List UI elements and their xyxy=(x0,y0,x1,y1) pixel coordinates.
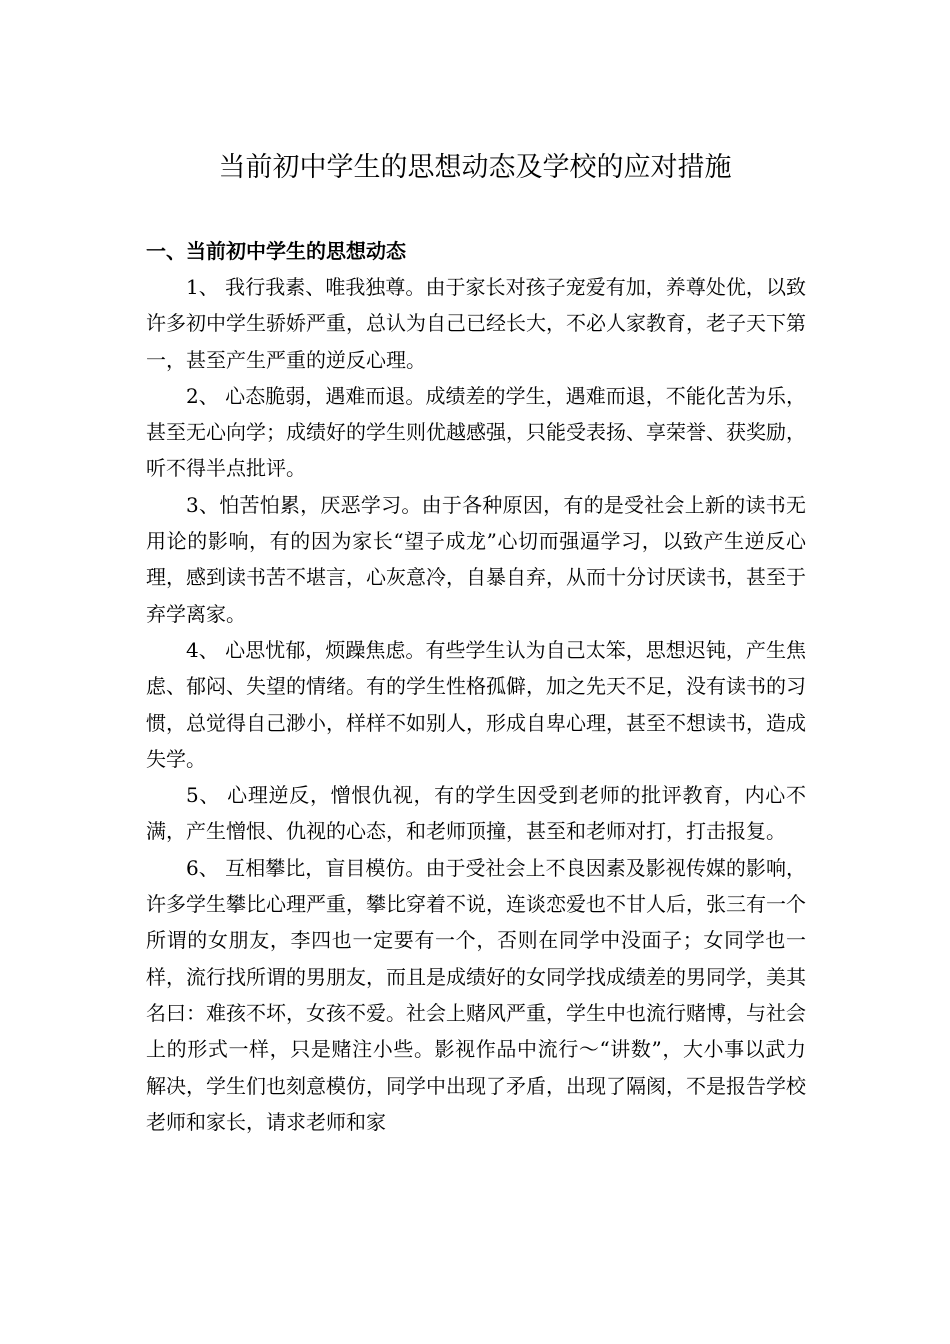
section-heading: 一、当前初中学生的思想动态 xyxy=(146,239,406,263)
paragraph-3: 3、怕苦怕累，厌恶学习。由于各种原因，有的是受社会上新的读书无用论的影响，有的因为家长“望子成龙”心切而强逼学习，以致产生逆反心理，感到读书苦不堪言，心灰意冷，自暴自弃，从而十分讨厌读书，甚至于弃学离家。 xyxy=(146,492,806,626)
paragraph-6: 6、 互相攀比，盲目模仿。由于受社会上不良因素及影视传媒的影响，许多学生攀比心理严重，攀比穿着不说，连谈恋爱也不甘人后，张三有一个所谓的女朋友，李四也一定要有一个，否则在同学中没面子；女同学也一样，流行找所谓的男朋友，而且是成绩好的女同学找成绩差的男同学，美其名曰：难孩不坏，女孩不爱。社会上赌风严重，学生中也流行赌博，与社会上的形式一样，只是赌注小些。影视作品中流行～“讲数”，大小事以武力解决，学生们也刻意模仿，同学中出现了矛盾，出现了隔阂，不是报告学校老师和家长，请求老师和家 xyxy=(146,855,806,1134)
document-title: 当前初中学生的思想动态及学校的应对措施 xyxy=(218,152,732,183)
paragraph-4: 4、 心思忧郁，烦躁焦虑。有些学生认为自己太笨，思想迟钝，产生焦虑、郁闷、失望的情绪。有的学生性格孤僻，加之先天不足，没有读书的习惯，总觉得自己渺小，样样不如别人，形成自卑心理，甚至不想读书，造成失学。 xyxy=(146,637,806,771)
paragraph-1: 1、 我行我素、唯我独尊。由于家长对孩子宠爱有加，养尊处优，以致许多初中学生骄娇严重，总认为自己已经长大，不必人家教育，老子天下第一，甚至产生严重的逆反心理。 xyxy=(146,275,806,372)
paragraph-5: 5、 心理逆反，憎恨仇视，有的学生因受到老师的批评教育，内心不满，产生憎恨、仇视的心态，和老师顶撞，甚至和老师对打，打击报复。 xyxy=(146,783,806,844)
paragraph-2: 2、 心态脆弱，遇难而退。成绩差的学生，遇难而退，不能化苦为乐，甚至无心向学；成绩好的学生则优越感强，只能受表扬、享荣誉、获奖励，听不得半点批评。 xyxy=(146,383,806,481)
document-body xyxy=(146,233,806,1140)
